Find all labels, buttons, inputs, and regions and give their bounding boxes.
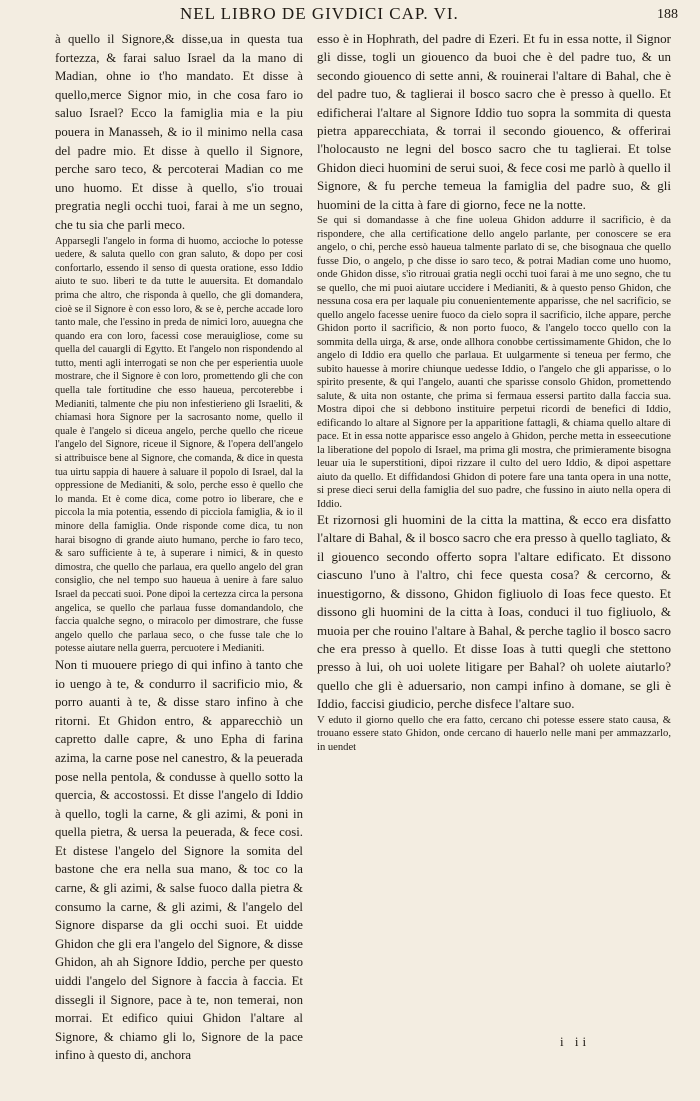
text-block: Non ti muouere priego di qui infino à tanto che io uengo à te, & condurro il sacrificio mio, & porro auanti à te, & disse staro infino à che ritorni. Et Ghidon entro, & apparecchiò un capretto dalle capre, & uno Epha di farina azima, la carne pose nel canestro, & la peuerada pose nella pentola, & condusse à quello sotto la quercia, & accostossi. Et disse l'angelo di Iddio à quello, togli la carne, & gli azimi, & poni in quella pietra, & uersa la peuerada, & fece cosi. Et distese l'angelo del Signore la somita del bastone che era nella sua mano, & toc co la carne, & gli azimi, & salse fuoco dalla pietra & consumo la carne, & gli azimi, & l'angelo del Signore disparse da gli occhi suoi. Et uidde Ghidon che gli era l'angelo del Signore, & disse Ghidon, ah ah Signore Iddio, perche per questo uiddi l'angelo del Signore à faccia à faccia. Et dissegli il Signore, pace à te, non temerai, non morrai. Et edifico quiui Ghidon l'altare al Signore, & chiamo gli lo, Signore de la pace infino à questo di, anchora xyxy=(55,657,303,1063)
text-block: esso è in Hophrath, del padre di Ezeri. Et fu in essa notte, il Signor gli disse, togli un giouenco da buoi che è del padre tuo, & un secondo giouenco di sette anni, & rouinerai l'altare di Bahal, che è del padre tuo, & taglierai il bosco sacro che è presso à quello. Et edificherai l'altare al Signore Iddio tuo sopra la sommita di questa pietra apparecchiata, & torrai il secondo giouenco, & offerirai l'holocausto ne legni del bosco sacro che tu taglierai. Et tolse Ghidon dieci huomini de serui suoi, & fece cosi me parlò à quello il Signore, & fu perche temeua la famiglia del padre suo, & gli huomini de la citta à fare di giorno, fece ne la notte. xyxy=(317,31,671,212)
left-column xyxy=(55,30,303,1070)
signature-mark: i ii xyxy=(560,1034,591,1049)
commentary-block: Apparsegli l'angelo in forma di huomo, accioche lo potesse uedere, & saluta quello con gran saluto, & dopo per cosi confortarlo, essendo il senso di questa oratione, esso Iddio aiuto te suo. liberi te da tutte le auuersita. Et domandalo prima che altro, che risponda à quello, che gli domandera, cioè se il Signore è con esso loro, & se è, perche accade loro tanto male, che l'essino in preda de nimici loro, auuegna che quando era con loro, facessi cose merauigliose, come su quella del cauargli di Egytto. Et l'angelo non rispondendo al tutto, menti agli interrogati se non che per esperientia uuole mostrare, che il Signore è con loro, promettendo gli che con quella tale fortitudine che esso haueua, percoterebbe i Medianiti, talmente che piu non infestierieno gli Israeliti, & chiamasi hora Signore per la sacrosanto nome, quello il quale è l'angelo si diceua angelo, perche quello che riceue l'angelo del Signore, riceue il Signore, & l'opera dell'angelo si attribuisce bene al Signore, che comanda, & dice in questa tua uirtu sappia di hauere à saluare il popolo di Israel, dal la oppressione de Medianiti, & solo, perche esso è quello che lo manda. Et è come dica, come potro io liberare, che e piccola la mia potentia, essendo di picciola famiglia, & io il minore della famiglia. Onde risponde come dica, tu non harai bisogno di grande aiuto humano, perche io faro teco, & saro sufficiente à te, à superare i nimici, & in questo dimostra, che quello che parlaua, era quello angelo del gran consiglio, che nel tempo suo haueua à uenire à fare saluo Israel da peccati suoi. Pone dipoi la certezza circa la persona angelica, se quello che parlaua fusse domandandolo, che faccia qualche segno, o miracolo per dimostrare, che fusse angelo quello che parlaua seco, o che fusse tale che lo potesse aiutare nella guerra, percuotere i Medianiti. xyxy=(55,235,303,655)
text-block: Et rizornosi gli huomini de la citta la mattina, & ecco era disfatto l'altare di Bahal, & il bosco sacro che era presso à quello tagliato, & il giouenco secondo offerto sopra l'altare edificato. Et dissono ciascuno l'uno à l'altro, chi fece questa cosa? & cercorno, & inuestigorno, & dissono, Ghidon figliuolo di Ioas fece questo. Et dissono gli huomini de la citta à Ioas, conduci il tuo figliuolo, & muoia per che rouino l'altare à Bahal, & perche taglio il bosco sacro che era presso à quello. Et disse Ioas à tutti quegli che stettono presso à lui, oh uoi uolete litigare per Bahal? oh uolete aiutarlo? quello che gli è aduersario, non campi infino à domane, se gli è Iddio, faccisi giudicio, perche disfece l'altare suo. xyxy=(317,512,671,712)
right-column xyxy=(317,30,671,1070)
commentary-block: V eduto il giorno quello che era fatto, cercano chi potesse essere stato causa, & trouano essere stato Ghidon, onde cercano di hauerlo nelle mani per ammazzarlo, in uendet xyxy=(317,714,671,753)
text-block: à quello il Signore,& disse,ua in questa tua fortezza, & farai saluo Israel da la mano di Madian, ohne io t'ho mandato. Et disse à quello,merce Signor mio, in che cosa faro io saluo Israel? Ecco la famiglia mia e la piu pouera in Manasseh, & io il minimo nella casa del padre mio. Et disse à quello il Signore, perche saro teco, & percoterai Madian co me uno huomo. Et disse à quello, s'io trouai pregratia negli occhi tuoi, farai à me un segno, che tu sia che parli meco. xyxy=(55,32,303,232)
folio-number: 188 xyxy=(657,7,678,22)
page-header xyxy=(0,4,700,24)
commentary-block: Se qui si domandasse à che fine uoleua Ghidon addurre il sacrificio, è da rispondere, che alla certificatione dello angelo parlante, per conoscere se era angelo, o chi, perche essò haueua talmente parlato di se, che bisognaua che quello fusse Dio, o angelo, p che disse io saro teco, & potrai Madian come uno huomo, onde Ghidon disse, s'io ritrouai gratia negli occhi tuoi farai à me uno segno, che tu se quello, che mi puoi aiutare uccidere i Medianiti, & à questo penso Ghidon, che nessuna cosa era per laquale piu conuenientemente apparisse, che nel sacrificio, se quello angelo facesse uenire fuoco da cielo sopra il sacrificio, ilche appare, perche Ghidon porto il sacrificio, & non porto fuoco, & l'angelo tocco quello con la sommita della uirga, & arse, onde allhora conobbe certissimamente Ghidon, che lo angelo di Iddio era quello che parlaua. Et uulgarmente si teneua per fermo, che subito hauesse à morire chiunque uedesse Iddio, o l'angelo che gli apparisse, o lo spirito presente, & qui l'angelo, auanti che sparisse consolo Ghidon, promettendo salute, & uita non ostante, che prima si fermaua essersi partito dalla faccia sua. Mostra dipoi che si debbono instituire perpetui ricordi de benefici di Iddio, edificando lo altare al Signore per la apparitione fattagli, & chiama quello altare di pace. Et in essa notte apparisce esso angelo à Ghidon, perche metta in esseecutione la liberatione del popolo di Israel, ma prima gli mostra, che primieramente bisogna leuar uia le superstitioni, dipoi rizzare il culto del uero Iddio, & dipoi aspettare aiuto da quello. Et diffidandosi Ghidon di potere fare una tanta opera in una notte, si prese dieci serui della famiglia del suo padre, che fussino in aiuto nella opera di Iddio. xyxy=(317,215,671,510)
running-head: NEL LIBRO DE GIVDICI CAP. VI. xyxy=(180,4,459,23)
